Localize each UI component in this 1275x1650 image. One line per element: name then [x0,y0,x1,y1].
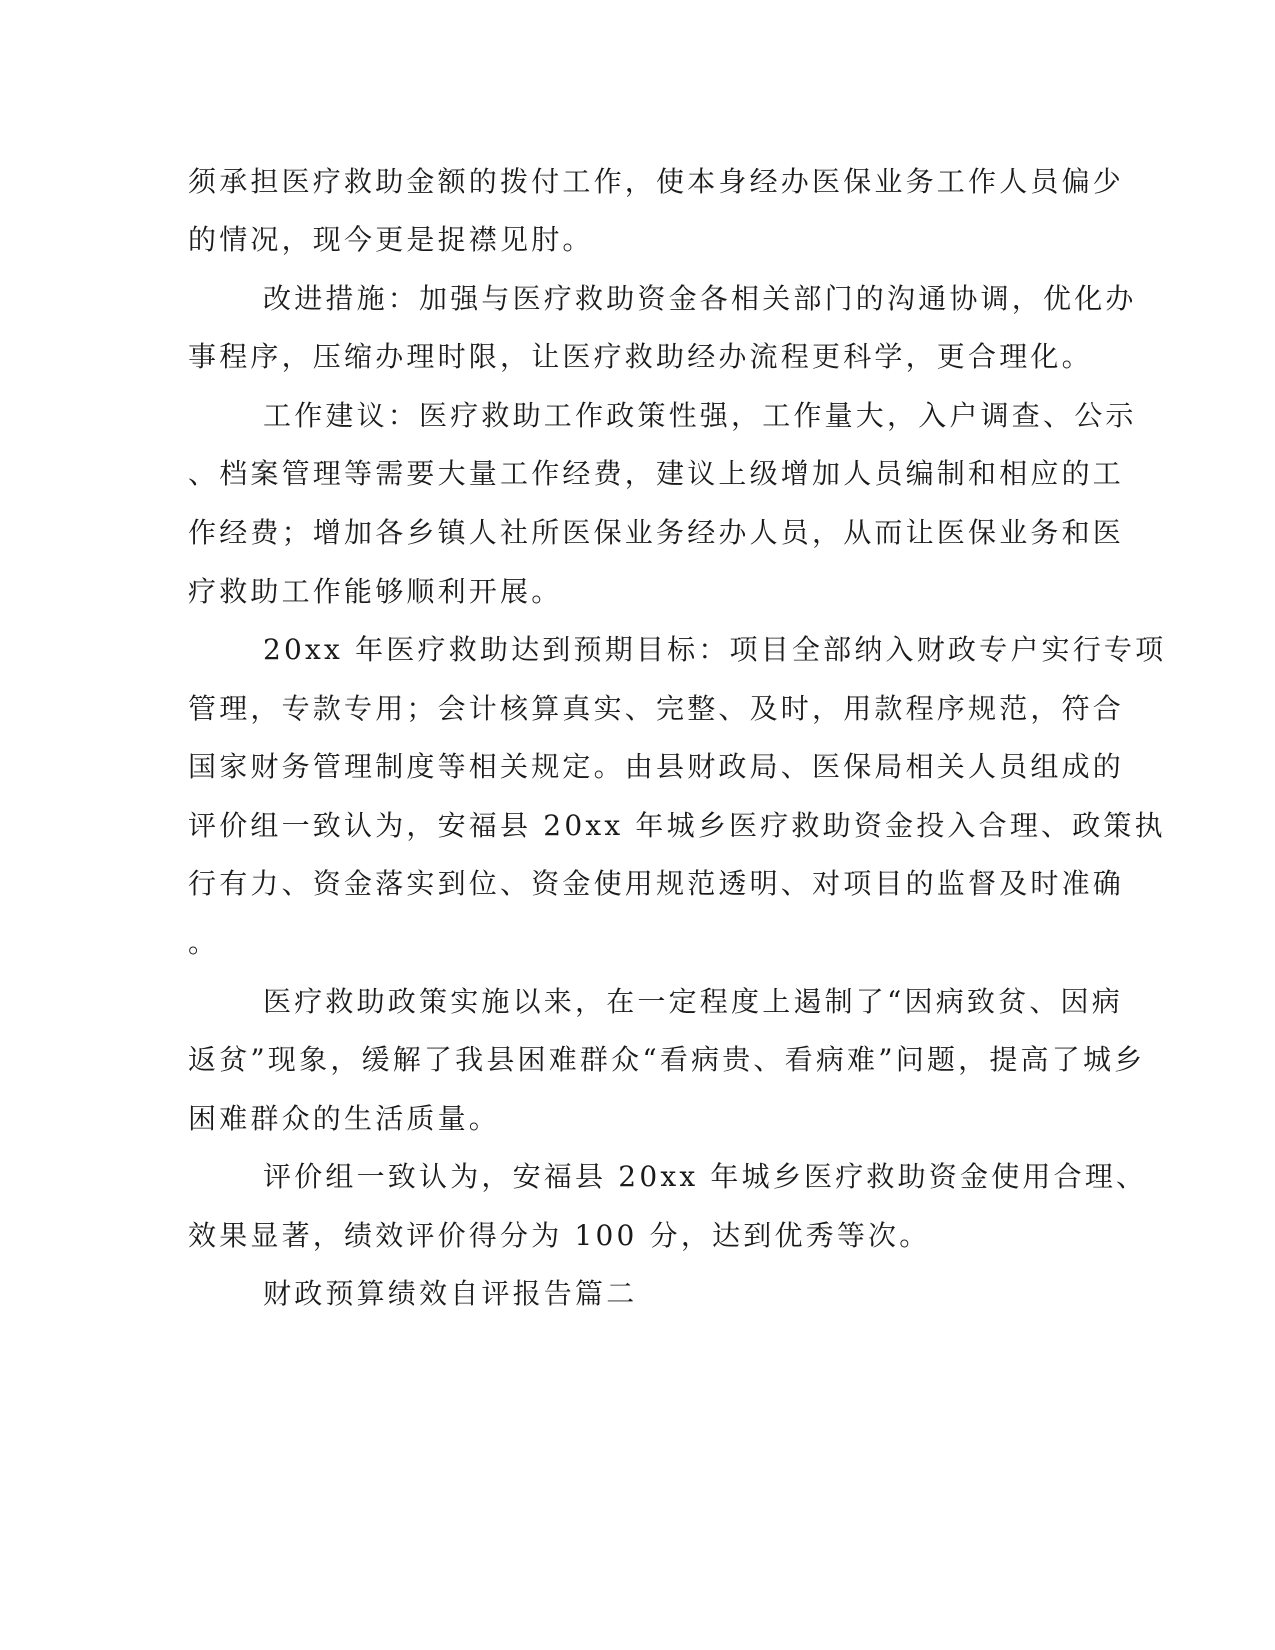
text-line: 、档案管理等需要大量工作经费，建议上级增加人员编制和相应的工 [188,457,1125,490]
paragraph-start-line: 评价组一致认为，安福县 20xx 年城乡医疗救助资金使用合理、 [263,1160,1148,1193]
text-line: 须承担医疗救助金额的拨付工作，使本身经办医保业务工作人员偏少 [188,165,1125,198]
text-line: 的情况，现今更是捉襟见肘。 [188,223,594,256]
text-line: 。 [188,926,220,959]
text-line: 事程序，压缩办理时限，让医疗救助经办流程更科学，更合理化。 [188,340,1093,373]
text-line: 效果显著，绩效评价得分为 100 分，达到优秀等次。 [188,1219,931,1252]
paragraph-start-line: 工作建议：医疗救助工作政策性强，工作量大，入户调查、公示 [263,399,1137,432]
text-line: 国家财务管理制度等相关规定。由县财政局、医保局相关人员组成的 [188,750,1125,783]
paragraph-start-line: 20xx 年医疗救助达到预期目标：项目全部纳入财政专户实行专项 [263,633,1167,666]
paragraph-start-line: 改进措施：加强与医疗救助资金各相关部门的沟通协调，优化办 [263,282,1137,315]
text-line: 疗救助工作能够顺利开展。 [188,575,563,608]
text-line: 作经费；增加各乡镇人社所医保业务经办人员，从而让医保业务和医 [188,516,1125,549]
text-line: 管理，专款专用；会计核算真实、完整、及时，用款程序规范，符合 [188,692,1125,725]
paragraph-start-line: 医疗救助政策实施以来，在一定程度上遏制了“因病致贫、因病 [263,985,1123,1018]
text-line: 行有力、资金落实到位、资金使用规范透明、对项目的监督及时准确 [188,867,1125,900]
section-heading: 财政预算绩效自评报告篇二 [263,1277,638,1310]
text-line: 评价组一致认为，安福县 20xx 年城乡医疗救助资金投入合理、政策执 [188,809,1166,842]
text-line: 困难群众的生活质量。 [188,1102,501,1135]
text-line: 返贫”现象，缓解了我县困难群众“看病贵、看病难”问题，提高了城乡 [188,1043,1146,1076]
